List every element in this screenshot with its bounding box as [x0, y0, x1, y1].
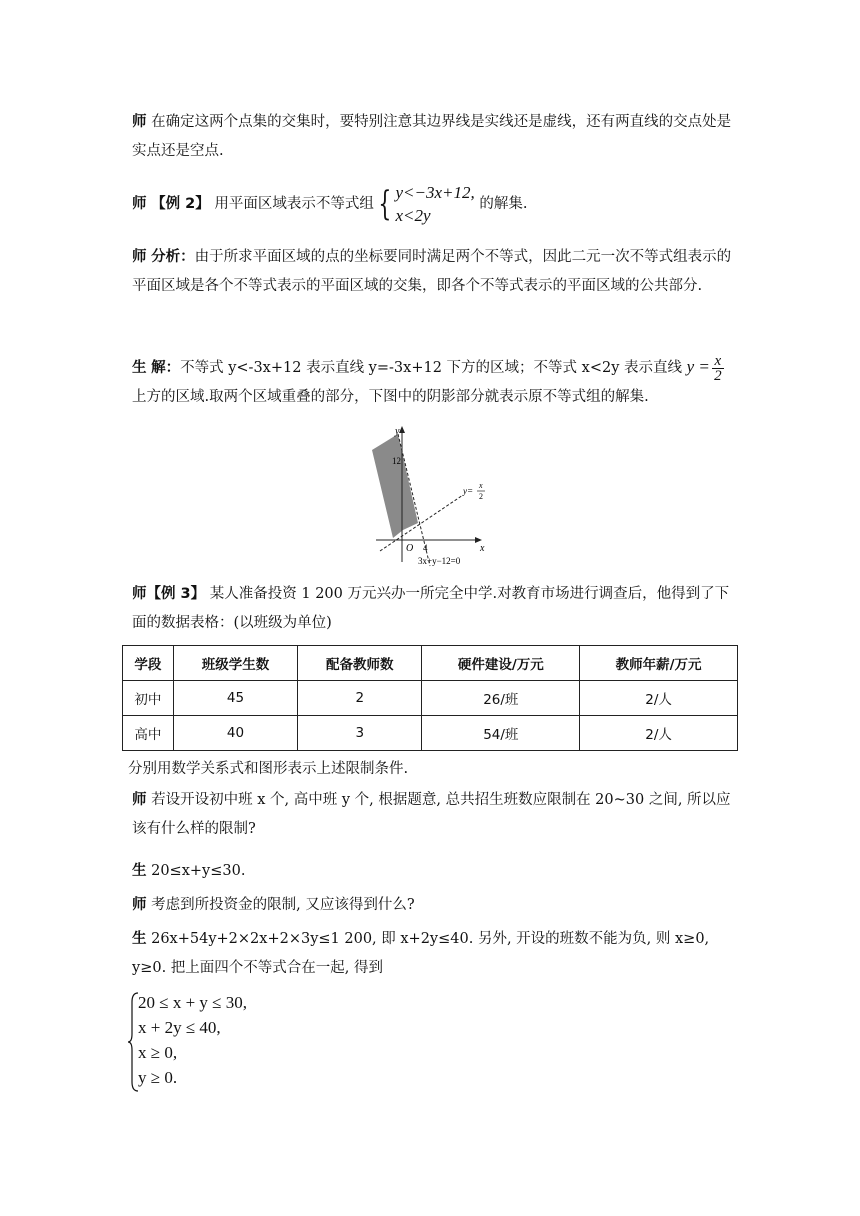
solution-text-a: 不等式 y<-3x+12 表示直线 y=-3x+12 下方的区域；不等式 x<2y 表示直线: [180, 360, 682, 376]
solution-region-figure: [368, 420, 498, 570]
tick-label-4: 4: [423, 543, 428, 553]
header-stage: 学段: [123, 646, 174, 681]
line-2-fraction-den: 2: [479, 492, 483, 501]
system-row: y ≥ 0.: [138, 1068, 178, 1087]
solution-label: 解：: [151, 360, 181, 376]
cell-teachers: 2: [298, 681, 422, 716]
header-students-per-class: 班级学生数: [173, 646, 297, 681]
paragraph-9: [132, 891, 734, 920]
header-teachers: 配备教师数: [298, 646, 422, 681]
paragraph-5: [132, 580, 734, 638]
cell-teachers: 3: [298, 716, 422, 751]
paragraph-1: [132, 108, 734, 166]
example-2-label: 【例 2】: [151, 196, 210, 212]
system-row: x ≥ 0,: [138, 1043, 178, 1062]
paragraph-7-text: 若设开设初中班 x 个, 高中班 y 个, 根据题意, 总共招生班数应限制在 20~30 之间, 所以应该有什么样的限制?: [132, 792, 731, 837]
line-2-fraction-num: x: [479, 481, 483, 490]
paragraph-2: [132, 180, 734, 228]
y-axis-arrow: [399, 426, 405, 433]
x-axis-label: x: [480, 543, 485, 554]
equation-lhs: y =: [686, 357, 710, 376]
shaded-region: [372, 434, 418, 538]
origin-label: O: [406, 543, 414, 554]
inequality-1: y<−3x+12,: [395, 183, 475, 202]
paragraph-10-text: 26x+54y+2×2x+2×3y≤1 200, 即 x+2y≤40. 另外, 开设的班数不能为负, 则 x≥0, y≥0. 把上面四个不等式合在一起, 得到: [132, 931, 710, 976]
example-3-label: 【例 3】: [146, 586, 206, 602]
example-2-outro: 的解集.: [479, 196, 528, 212]
speaker-teacher: 师: [132, 114, 147, 130]
table-row: [123, 716, 738, 751]
inequality-system: [396, 181, 475, 227]
table-row: [123, 681, 738, 716]
inequality-2: x<2y: [395, 206, 431, 225]
cell-hardware: 54/班: [422, 716, 580, 751]
paragraph-1-text: 在确定这两个点集的交集时，要特别注意其边界线是实线还是虚线，还有两直线的交点处是实点还是空点.: [132, 114, 732, 159]
system-brace: {: [378, 184, 392, 224]
data-table: [122, 645, 738, 751]
cell-stage: 初中: [123, 681, 174, 716]
paragraph-6: [128, 755, 730, 784]
speaker-teacher: 师: [132, 897, 147, 913]
line-1-label: 3x+y−12=0: [418, 556, 461, 566]
paragraph-6-text: 分别用数学关系式和图形表示上述限制条件.: [128, 761, 409, 777]
speaker-student: 生: [132, 863, 147, 879]
example-3-text: 某人准备投资 1 200 万元兴办一所完全中学.对教育市场进行调查后，他得到了下面的数据表格：(以班级为单位): [132, 586, 730, 631]
inequality-system-final: [138, 990, 247, 1090]
fraction-denominator: 2: [714, 367, 722, 384]
cell-stage: 高中: [123, 716, 174, 751]
tick-label-12: 12: [392, 456, 401, 466]
speaker-teacher: 师: [132, 196, 147, 212]
cell-students: 40: [173, 716, 297, 751]
cell-students: 45: [173, 681, 297, 716]
paragraph-7: [132, 786, 734, 844]
paragraph-10: [132, 925, 734, 983]
speaker-teacher: 师: [132, 792, 147, 808]
solution-text-b: 上方的区域.取两个区域重叠的部分，下图中的阴影部分就表示原不等式组的解集.: [132, 389, 649, 405]
header-hardware-cost: 硬件建设/万元: [422, 646, 580, 681]
paragraph-9-text: 考虑到所投资金的限制, 又应该得到什么?: [151, 897, 415, 913]
system-row: x + 2y ≤ 40,: [138, 1018, 221, 1037]
paragraph-8-text: 20≤x+y≤30.: [151, 863, 246, 879]
cell-hardware: 26/班: [422, 681, 580, 716]
fraction-x-over-2: [712, 354, 724, 383]
cell-salary: 2/人: [580, 681, 738, 716]
speaker-student: 生: [132, 931, 147, 947]
paragraph-3: [132, 243, 734, 301]
fraction-numerator: x: [714, 352, 722, 369]
paragraph-8: [132, 857, 734, 886]
analysis-label: 分析：: [151, 249, 195, 265]
header-teacher-salary: 教师年薪/万元: [580, 646, 738, 681]
speaker-teacher: 师: [132, 249, 147, 265]
analysis-text: 由于所求平面区域的点的坐标要同时满足两个不等式，因此二元一次不等式组表示的平面区域是各个不等式表示的平面区域的交集，即各个不等式表示的平面区域的公共部分.: [132, 249, 732, 294]
cell-salary: 2/人: [580, 716, 738, 751]
speaker-student: 生: [132, 360, 147, 376]
system-row: 20 ≤ x + y ≤ 30,: [138, 993, 247, 1012]
y-axis-label: y: [395, 426, 400, 437]
example-2-intro: 用平面区域表示不等式组: [214, 196, 374, 212]
table-header-row: [123, 646, 738, 681]
paragraph-4: [132, 352, 734, 412]
line-2-label: y=: [463, 486, 474, 496]
speaker-teacher: 师: [132, 586, 147, 602]
